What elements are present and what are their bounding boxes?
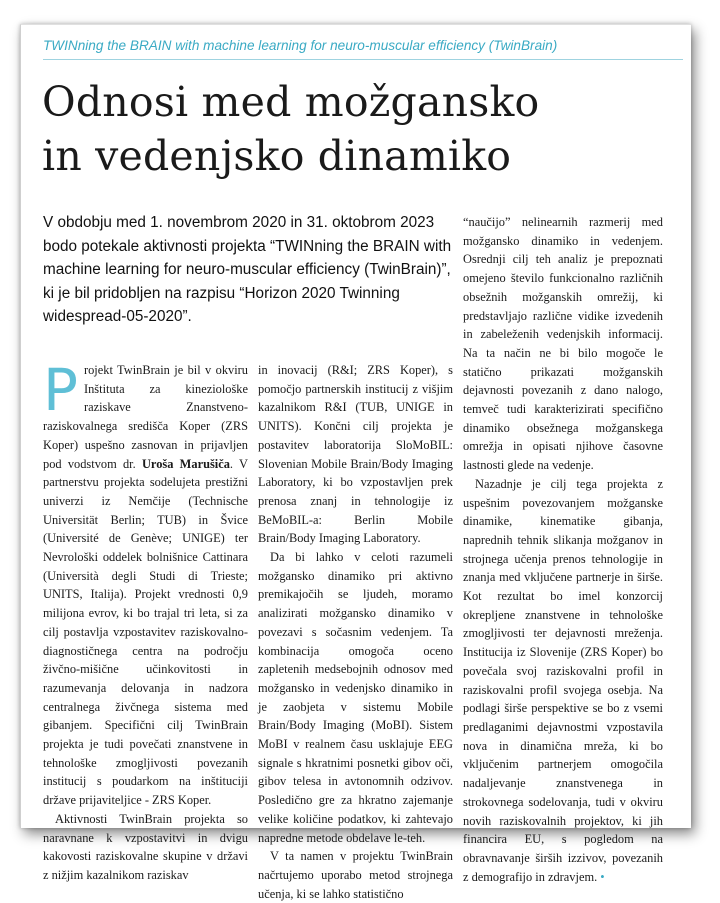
text-column-1 xyxy=(43,356,249,885)
text-column-3 xyxy=(463,213,663,886)
col2-paragraph-1: in inovacij (R&I; ZRS Koper), s pomočjo partnerskih institucij z višjim kazalnikom R&I (TUB, UNIGE in UNITS). Končni cilj projekta je postavitev laboratorija SloMoBIL: Slovenian Mobile Brain/Body Imaging Laboratory, ki bo vzpostavljen prek prenosa znanj in tehnologije iz BeMoBIL-a: Berlin Mobile Brain/Body Imaging Laboratory. xyxy=(258,363,453,546)
col2-paragraph-2: Da bi lahko v celoti razumeli možgansko dinamiko pri aktivno premikajočih se ljudeh, moramo analizirati možgansko dinamiko v povezavi s sočasnim vedenjem. Ta kombinacija omogoča oceno zapletenih medsebojnih odnosov med možgansko in vedenjsko dinamiko in je zaobjeta v sistemu Mobile Brain/Body Imaging (MoBI). Sistem MoBI v realnem času usklajuje EEG signale s hkratnimi posnetki gibov oči, gibov telesa in avtonomnih odzivov. Posledično gre za hkratno zajemanje velike količine podatkov, ki zahtevajo napredne metode obdelave le-teh. xyxy=(258,550,453,845)
project-kicker: TWINning the BRAIN with machine learning for neuro-muscular efficiency (TwinBrain) xyxy=(43,38,558,53)
end-of-article-mark: • xyxy=(600,869,605,884)
col1-paragraph-2: Aktivnosti TwinBrain projekta so naravnane k vzpostavitvi in dvigu kakovosti raziskovalne skupine v državi z nižjim kazalnikom raziskav xyxy=(43,811,248,882)
author-name: Uroša Marušiča xyxy=(141,456,230,471)
col3-paragraph-1: “naučijo” nelinearnih razmerij med možgansko dinamiko in vedenjem. Osrednji cilj teh analiz je prepoznati omejeno število funkcionalno različnih obsežnih možganskih omrežij, ki predstavljajo različne vidike izvedenih in zabeleženih vedenjskih informacij. Na ta način ne bi bilo mogoče le statično prikazati možganskih dejavnosti povezanih z dano nalogo, temveč tudi karakterizirati specifično dinamiko obsežnega možganskega omrežja in opisati njihove časovne lastnosti glede na vedenje. xyxy=(463,215,663,473)
col2-paragraph-3: V ta namen v projektu TwinBrain načrtujemo uporabo metod strojnega učenja, ki se lahko statistično xyxy=(258,849,453,901)
kicker-divider xyxy=(43,59,683,60)
col1-p1-text-b: . V partnerstvu projekta sodelujeta prestižni univerzi iz Nemčije (Technische Universität Berlin; TUB) in Švice (Université de Genève; UNIGE) ter Nevrološki oddelek bolnišnice Cattinara (Università degli Studi di Trieste; UNITS, Italija). Projekt vrednosti 0,9 milijona evrov, ki bo trajal tri leta, si za cilj postavlja vzpostavitev raziskovalno-diagnostičnega centra na področju živčno-mišične učinkovitosti in razumevanja delovanja in nadzora centralnega živčnega sistema med gibanjem. Specifični cilj TwinBrain projekta je tudi povečati znanstvene in tehnološke zmogljivosti povezanih institucij s poudarkom na inštituciji države prijaviteljice - ZRS Koper. xyxy=(43,456,249,808)
drop-cap: P xyxy=(43,356,78,424)
col1-p1-text-a: rojekt TwinBrain je bil v okviru Inštituta za kineziološke raziskave Znanstveno-raziskovalnega središča Koper (ZRS Koper) uspešno zasnovan in prijavljen pod vodstvom dr. xyxy=(43,363,248,471)
article-title xyxy=(42,75,642,183)
col3-p2-text: Nazadnje je cilj tega projekta z uspešnim povezovanjem možganske dinamike, kinematike gibanja, naprednih tehnik slikanja možganov in strojnega učenja prenos tehnologije in znanja med vključene partnerje in širše. Kot rezultat bo imel konzorcij okrepljene znanstvene in tehnološke zmogljivosti ter dejavnosti mreženja. Institucija iz Slovenije (ZRS Koper) bo povečala svoj raziskovalni profil in raziskovalni profil svojega osebja. Na podlagi širše perspektive se bo z vsemi predlaganimi dejavnostmi vzpostavila nova in dinamična mreža, ki bo vključenim partnerjem omogočila nadaljevanje znanstvenega in strokovnega sodelovanja, tudi v okviru novih raziskovalnih projektov, ki jih financira EU, s pogledom na obravnavanje širših izzivov, povezanih z demografijo in zdravjem. xyxy=(463,476,663,884)
title-line-1: Odnosi med možgansko xyxy=(42,78,540,126)
col1-paragraph-1 xyxy=(43,356,249,810)
title-line-2: in vedenjsko dinamiko xyxy=(42,132,512,180)
col3-paragraph-2 xyxy=(463,475,663,886)
article-page xyxy=(20,24,691,901)
lead-paragraph: V obdobju med 1. novembrom 2020 in 31. oktobrom 2023 bodo potekale aktivnosti projekta “TWINning the BRAIN with machine learning for neuro-muscular efficiency (TwinBrain)”, ki je bil pridobljen na razpisu “Horizon 2020 Twinning widespread-05-2020”. xyxy=(43,214,452,326)
text-column-2 xyxy=(258,361,453,903)
